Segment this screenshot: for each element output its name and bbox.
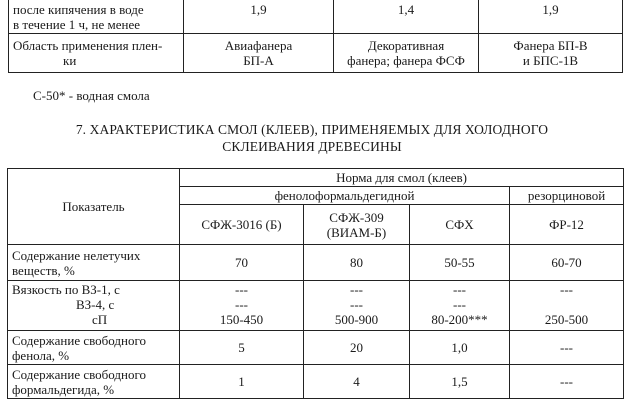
cell-text: Декоративная bbox=[367, 38, 445, 53]
header-col2 bbox=[304, 205, 410, 245]
row-label bbox=[9, 1, 184, 34]
cell-text bbox=[514, 297, 619, 312]
header-norm: Норма для смол (клеев) bbox=[180, 169, 624, 187]
cell: 60-70 bbox=[510, 245, 624, 281]
cell bbox=[479, 1, 623, 34]
cell-text: Фанера БП-В bbox=[513, 38, 588, 53]
cell-text: БП-А bbox=[243, 53, 274, 68]
cell-text: 80-200*** bbox=[431, 312, 488, 327]
cell-text: и БПС-1В bbox=[522, 53, 579, 68]
cell bbox=[510, 281, 624, 331]
header-group-phenol: фенолоформальдегидной bbox=[180, 187, 510, 205]
row-label bbox=[8, 245, 180, 281]
cell-text: ВЗ-4, с bbox=[76, 297, 115, 312]
table-row bbox=[8, 245, 624, 281]
section-title bbox=[0, 121, 624, 155]
cell-text: ки bbox=[63, 53, 77, 68]
cell-text: --- bbox=[235, 282, 248, 297]
cell-text: фенола, % bbox=[12, 347, 70, 363]
title-line: СКЛЕИВАНИЯ ДРЕВЕСИНЫ bbox=[222, 139, 402, 154]
row-label bbox=[8, 331, 180, 365]
cell-text: (ВИАМ-Б) bbox=[326, 224, 387, 240]
cell bbox=[479, 34, 623, 73]
cell: 20 bbox=[304, 331, 410, 365]
table-row bbox=[8, 331, 624, 365]
title-line: 7. ХАРАКТЕРИСТИКА СМОЛ (КЛЕЕВ), ПРИМЕНЯЕМЫХ ДЛЯ ХОЛОДНОГО bbox=[75, 122, 549, 137]
cell-text: --- bbox=[350, 282, 363, 297]
cell-text: --- bbox=[235, 297, 248, 312]
cell-text: 500-900 bbox=[334, 312, 379, 327]
cell-text: Содержание свободного bbox=[12, 332, 147, 348]
row-label bbox=[8, 365, 180, 399]
cell: --- bbox=[510, 331, 624, 365]
header-col4: ФР-12 bbox=[510, 205, 624, 245]
cell: 1 bbox=[180, 365, 304, 399]
table-row bbox=[8, 281, 624, 331]
footnote: С-50* - водная смола bbox=[33, 88, 150, 103]
cell-text: Содержание свободного bbox=[12, 366, 147, 382]
cell: 80 bbox=[304, 245, 410, 281]
cell: 1,5 bbox=[410, 365, 510, 399]
cell-text: --- bbox=[560, 282, 573, 297]
cell: 1,0 bbox=[410, 331, 510, 365]
cell: 5 bbox=[180, 331, 304, 365]
table-row bbox=[9, 34, 623, 73]
header-col1: СФЖ-3016 (Б) bbox=[180, 205, 304, 245]
cell bbox=[184, 1, 334, 34]
row-label bbox=[9, 34, 184, 73]
cell bbox=[334, 34, 479, 73]
cell-text: веществ, % bbox=[12, 262, 75, 278]
cell-text: после кипячения в воде bbox=[13, 2, 144, 17]
cell-text: сП bbox=[92, 312, 108, 327]
header-indicator: Показатель bbox=[8, 169, 180, 245]
cell-text: 1,4 bbox=[397, 2, 415, 17]
cell-text: Область применения плен- bbox=[13, 38, 163, 53]
cell: 4 bbox=[304, 365, 410, 399]
film-table bbox=[8, 0, 623, 73]
cell-text: фанера; фанера ФСФ bbox=[347, 53, 465, 68]
cell-text: 1,9 bbox=[250, 2, 267, 17]
cell bbox=[180, 281, 304, 331]
cell: 70 bbox=[180, 245, 304, 281]
cell-text: 250-500 bbox=[544, 312, 589, 327]
cell-text: --- bbox=[453, 297, 466, 312]
cell-text: 150-450 bbox=[219, 312, 264, 327]
header-col3: СФХ bbox=[410, 205, 510, 245]
cell-text: в течение 1 ч, не менее bbox=[13, 17, 141, 32]
cell-text: формальдегида, % bbox=[12, 381, 115, 397]
cell-text: 1,9 bbox=[542, 2, 559, 17]
cell bbox=[410, 281, 510, 331]
cell bbox=[304, 281, 410, 331]
cell-text: --- bbox=[453, 282, 466, 297]
cell-text: Вязкость по ВЗ-1, с bbox=[12, 282, 120, 297]
cell-text: СФЖ-309 bbox=[329, 209, 384, 225]
cell bbox=[334, 1, 479, 34]
row-label bbox=[8, 281, 180, 331]
table-header-row bbox=[8, 169, 624, 187]
cell-text: Авиафанера bbox=[224, 38, 293, 53]
cell-text: Содержание нелетучих bbox=[12, 247, 141, 263]
cell-text: --- bbox=[350, 297, 363, 312]
cell bbox=[184, 34, 334, 73]
header-group-resorcin: резорциновой bbox=[510, 187, 624, 205]
cell: 50-55 bbox=[410, 245, 510, 281]
table-row bbox=[8, 365, 624, 399]
table-row bbox=[9, 1, 623, 34]
resin-table bbox=[7, 168, 624, 399]
cell: --- bbox=[510, 365, 624, 399]
